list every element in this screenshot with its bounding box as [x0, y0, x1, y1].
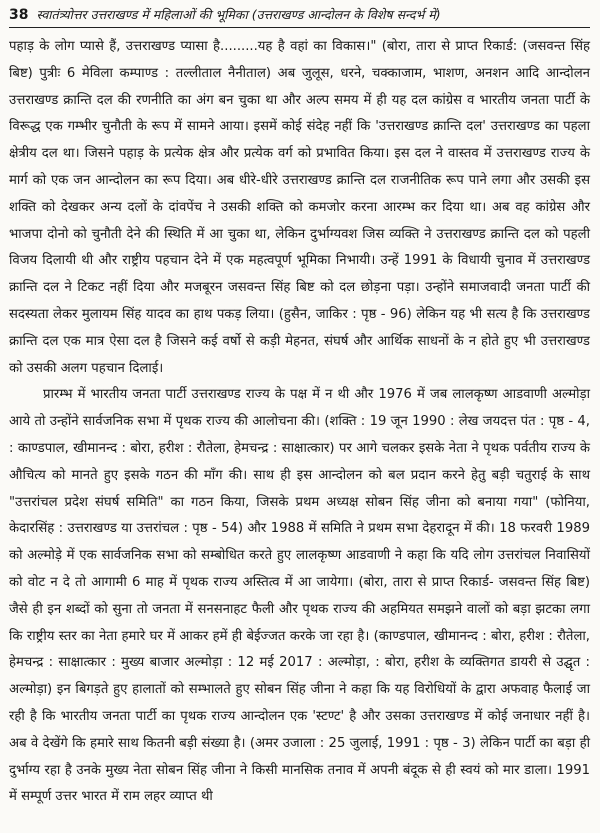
- body-text: [9, 34, 590, 811]
- page-number: 38: [9, 7, 29, 23]
- running-title: स्वातंत्र्योत्तर उत्तराखण्ड में महिलाओं की भूमिका (उत्तराखण्ड आन्दोलन के विशेष सन्दर्भ में): [36, 7, 441, 22]
- paragraph: प्रारम्भ में भारतीय जनता पार्टी उत्तराखण्ड राज्य के पक्ष में न थी और 1976 में जब लालकृष्ण आडवाणी अल्मोड़ा आये तो उन्होंने सार्वजनिक सभा में पृथक राज्य की आलोचना की। (शक्ति : 19 जून 1990 : लेख जयदत्त पंत : पृष्ठ - 4, : काण्डपाल, खीमानन्द : बोरा, हरीश : रौतेला, हेमचन्द्र : साक्षात्कार) पर आगे चलकर इसके नेता ने पृथक पर्वतीय राज्य के औचित्य को मानते हुए इसके गठन की माँग की। साथ ही इस आन्दोलन को बल प्रदान करने हेतु बड़ी चतुराई के साथ "उत्तरांचल प्रदेश संघर्ष समिति" का गठन किया, जिसके प्रथम अध्यक्ष सोबन सिंह जीना को बनाया गया" (फोनिया, केदारसिंह : उत्तराखण्ड या उत्तरांचल : पृष्ठ - 54) और 1988 में समिति ने प्रथम सभा देहरादून में की। 18 फरवरी 1989 को अल्मोड़े में एक सार्वजनिक सभा को सम्बोधित करते हुए लालकृष्ण आडवाणी ने कहा कि यदि लोग उत्तरांचल निवासियों को वोट न दे तो आगामी 6 माह में पृथक राज्य अस्तित्व में आ जायेगा। (बोरा, तारा से प्राप्त रिकार्ड- जसवन्त सिंह बिष्ट) जैसे ही इन शब्दों को सुना तो जनता में सनसनाहट फैली और पृथक राज्य की अहमियत समझने वालों को बड़ा झटका लगा कि राष्ट्रीय स्तर का नेता हमारे घर में आकर हमें ही बेईज्जत करके जा रहा है। (काण्डपाल, खीमानन्द : बोरा, हरीश : रौतेला, हेमचन्द्र : साक्षात्कार : मुख्य बाजार अल्मोड़ा : 12 मई 2017 : अल्मोड़ा, : बोरा, हरीश के व्यक्तिगत डायरी से उद्घृत : अल्मोड़ा) इन बिगड़ते हुए हालातों को सम्भालते हुए सोबन सिंह जीना ने कहा कि यह विरोधियों के द्वारा अफवाह फैलाई जा रही है कि भारतीय जनता पार्टी का पृथक राज्य आन्दोलन एक 'स्टण्ट' है और उसका उत्तराखण्ड में कोई जनाधार नहीं है। अब वे देखेंगे कि हमारे साथ कितनी बड़ी संख्या है। (अमर उजाला : 25 जुलाई, 1991 : पृष्ठ - 3) लेकिन पार्टी का बड़ा ही दुर्भाग्य रहा है उनके मुख्य नेता सोबन सिंह जीना ने किसी मानसिक तनाव में अपनी बंदूक से ही स्वयं को मार डाला। 1991 में सम्पूर्ण उत्तर भारत में राम लहर व्याप्त थी: [9, 387, 590, 805]
- paragraph: पहाड़ के लोग प्यासे हैं, उत्तराखण्ड प्यासा है.........यह है वहां का विकास।" (बोरा, तारा से प्राप्त रिकार्ड: (जसवन्त सिंह बिष्ट) पुत्रीः 6 मेविला कम्पाण्ड : तल्लीताल नैनीताल) अब जुलूस, धरने, चक्काजाम, भाशण, अनशन आदि आन्दोलन उत्तराखण्ड क्रान्ति दल की रणनीति का अंग बन चुका था और अल्प समय में ही यह दल कांग्रेस व भारतीय जनता पार्टी के विरूद्ध एक गम्भीर चुनौती के रूप में सामने आया। इसमें कोई संदेह नहीं कि 'उत्तराखण्ड क्रान्ति दल' उत्तराखण्ड का पहला क्षेत्रीय दल था। जिसने पहाड़ के प्रत्येक क्षेत्र और प्रत्येक वर्ग को प्रभावित किया। इस दल ने वास्तव में उत्तराखण्ड राज्य के मार्ग को एक जन आन्दोलन का रूप दिया। अब धीरे-धीरे उत्तराखण्ड क्रान्ति दल राजनीतिक रूप पाने लगा और उसकी इस शक्ति को देखकर अन्य दलों के दांवपेंच ने उसकी शक्ति को कमजोर करना आरम्भ कर दिया था। अब वह कांग्रेस और भाजपा दोनो को चुनौती देने की स्थिति में आ चुका था, लेकिन दुर्भाग्यवश जिस व्यक्ति ने उत्तराखण्ड क्रान्ति दल को पहली विजय दिलायी थी और राष्ट्रीय पहचान देने में एक महत्वपूर्ण भूमिका निभायी। उन्हें 1991 के विधायी चुनाव में उत्तराखण्ड क्रान्ति दल ने टिकट नहीं दिया और मजबूरन जसवन्त सिंह बिष्ट को दल छोड़ना पड़ा। उन्होंने समाजवादी जनता पार्टी की सदस्यता लेकर मुलायम सिंह यादव का हाथ पकड़ लिया। (हुसैन, जाकिर : पृष्ठ - 96) लेकिन यह भी सत्य है कि उत्तराखण्ड क्रान्ति दल एक मात्र ऐसा दल है जिसने कई वर्षो से कड़ी मेहनत, संघर्ष और आर्थिक साधनों के न होते हुए भी उत्तराखण्ड को उसकी अलग पहचान दिलाई।: [9, 39, 590, 376]
- running-header: [9, 6, 590, 28]
